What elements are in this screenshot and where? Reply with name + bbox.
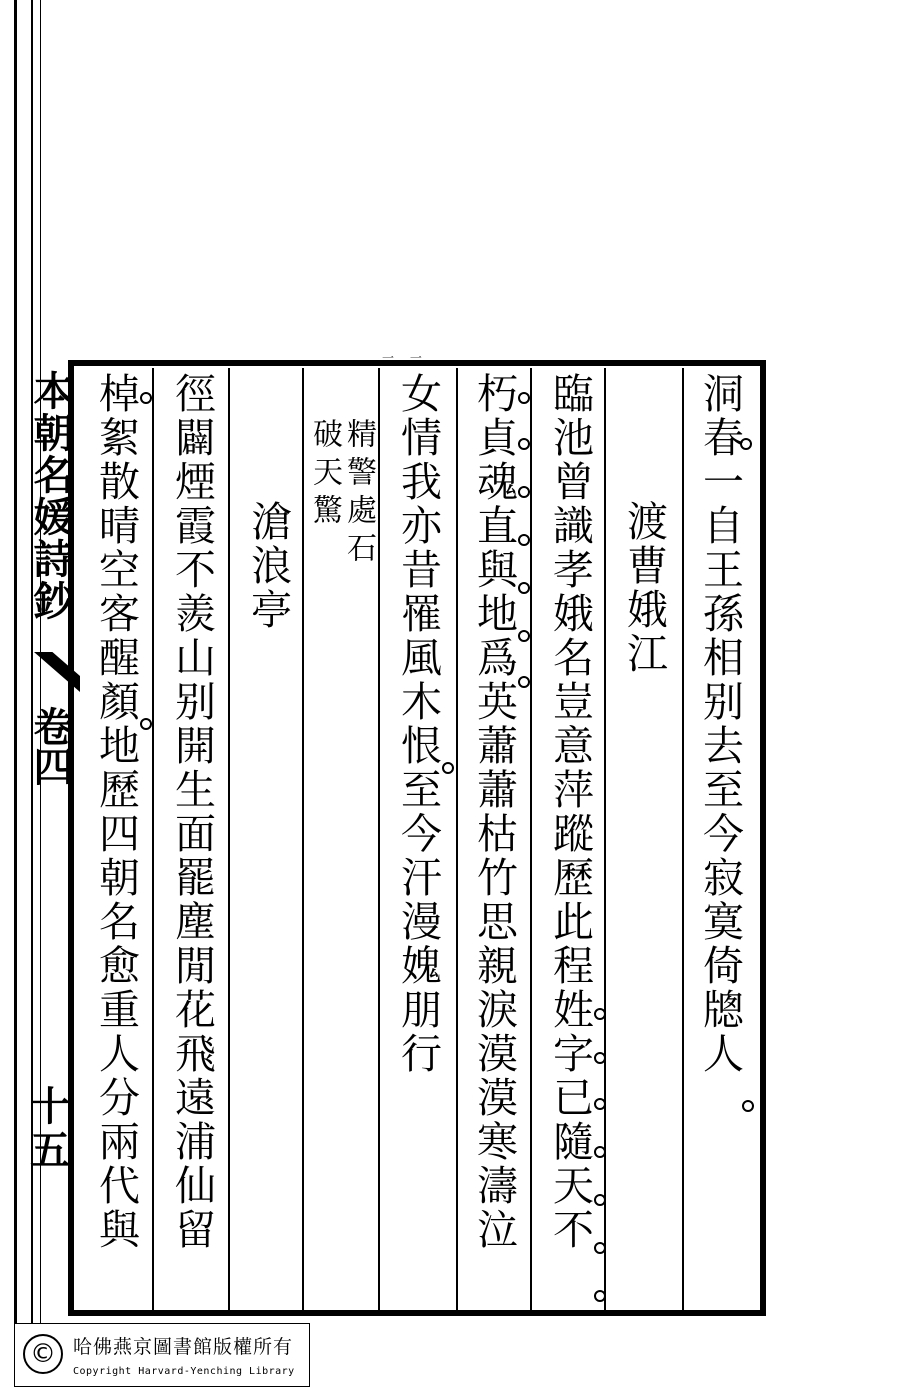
text-column-1: 洞春一自王孫相别去至今寂寞倚牕人: [696, 372, 744, 1076]
copyright-english: Copyright Harvard-Yenching Library: [73, 1366, 295, 1377]
annotation-right: 精警處石: [341, 418, 376, 570]
punctuation-circle: [518, 630, 530, 642]
punctuation-circle: [740, 438, 752, 450]
column-rule: [604, 368, 606, 1312]
spine-volume: 卷四: [27, 706, 74, 786]
text-column-3: 臨池曾識孝娥名豈意萍蹤歷此程姓字已隨天不: [546, 372, 594, 1252]
column-rule: [378, 368, 380, 1312]
punctuation-circle: [518, 534, 530, 546]
copyright-chinese: 哈佛燕京圖書館版權所有: [73, 1336, 294, 1358]
punctuation-circle: [140, 718, 152, 730]
spine-leaf-number: 十五: [30, 1083, 70, 1174]
punctuation-circle: [518, 438, 530, 450]
column-rule: [302, 368, 304, 1312]
punctuation-circle: [742, 1100, 754, 1112]
punctuation-circle: [140, 392, 152, 404]
text-column-4: 朽貞魂直與地爲英蕭蕭枯竹思親淚漠漠寒濤泣: [470, 372, 518, 1252]
column-rule: [456, 368, 458, 1312]
punctuation-circle: [594, 1194, 606, 1206]
punctuation-circle: [594, 1290, 606, 1302]
punctuation-circle: [594, 1008, 606, 1020]
copyright-icon: ©: [23, 1334, 63, 1374]
punctuation-circle: [518, 486, 530, 498]
punctuation-circle: [518, 676, 530, 688]
text-column-7: 徑闢煙霞不羨山别開生面罷塵閒花飛遠浦仙留: [168, 372, 216, 1252]
punctuation-circle: [518, 582, 530, 594]
punctuation-circle: [594, 1146, 606, 1158]
top-mark: 一 一: [382, 351, 428, 365]
punctuation-circle: [594, 1242, 606, 1254]
text-column-5: 女情我亦昔罹風木恨至今汗漫媿朋行: [394, 372, 442, 1076]
punctuation-circle: [442, 762, 454, 774]
poem-title-cao-e-river: 渡曹娥江: [620, 500, 668, 676]
column-rule: [530, 368, 532, 1312]
punctuation-circle: [594, 1098, 606, 1110]
spine-book-title: 本朝名媛詩鈔: [27, 370, 74, 622]
column-rule: [682, 368, 684, 1312]
poem-title-canglang-pavilion: 滄浪亭: [244, 500, 292, 632]
punctuation-circle: [518, 392, 530, 404]
copyright-stamp: [14, 1323, 310, 1387]
punctuation-circle: [594, 1052, 606, 1064]
column-rule: [152, 368, 154, 1312]
text-column-8: 棹絮散晴空客醒顏地歷四朝名愈重人分兩代與: [92, 372, 140, 1252]
column-rule: [228, 368, 230, 1312]
annotation-left: 破天驚: [307, 418, 342, 532]
